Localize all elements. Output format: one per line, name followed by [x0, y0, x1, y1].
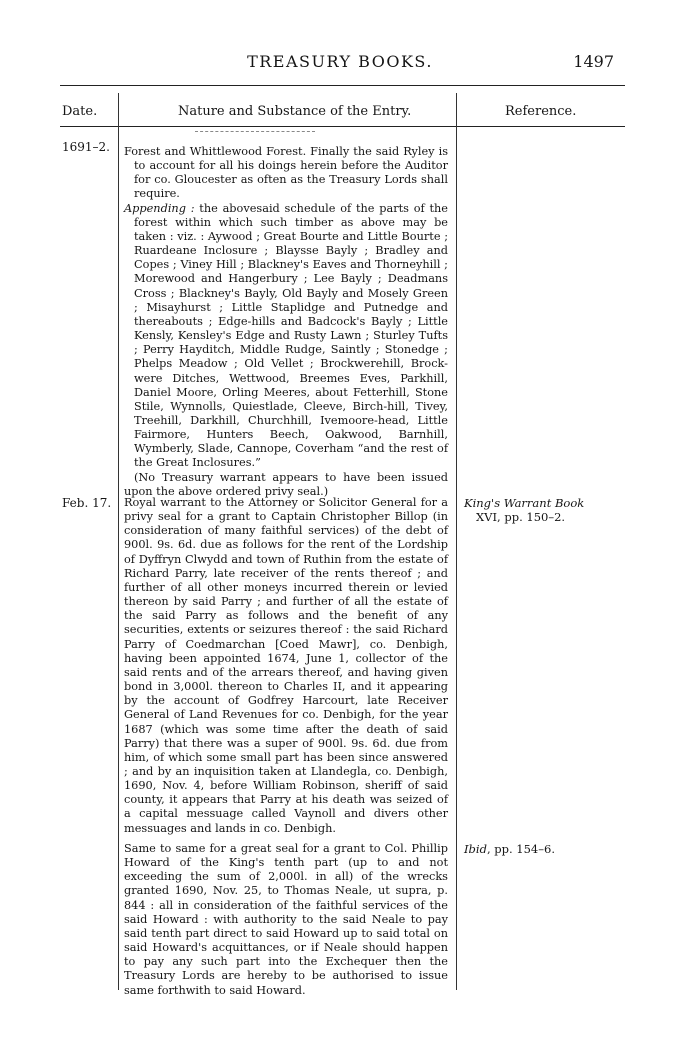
entry-text [124, 145, 448, 499]
entry-paragraph: Same to same for a great seal for a grant to Col. Phillip Howard of the King's tenth part (up to and not exceeding the sum of 2,000l. in all) of the wrecks granted 1690, Nov. 25, to Thomas Neale, ut supra, p. 844 : all in consideration of the faithful services of the said Howard : with authority to the said Neale to pay said tenth part direct to said Howard up to said total on said Howard's acquittances, or if Neale should happen to pay any such part into the Exchequer then the Treasury Lords are hereby to be authorised to issue same forthwith to said Howard. [124, 842, 448, 997]
entry-paragraph: Royal warrant to the Attorney or Solicitor General for a privy seal for a grant to Captain Christopher Billop (in consideration of many faithful services) of the debt of 900l. 9s. 6d. due as follows for the rent of the Lordship of Dyffryn Clwydd and town of Ruthin from the estate of Richard Parry, late receiver of the rents thereof ; and further of all other moneys incurred therein or levied thereon by said Parry ; and further of all the estate of the said Parry as follows and the benefit of any securities, extents or seizures thereof : the said Richard Parry of Coedmarchan [Coed Mawr], co. Denbigh, having been appointed 1674, June 1, collector of the said rents and of the arrears thereof, and having given bond in 3,000l. thereon to Charles II, and it appearing by the account of Godfrey Harcourt, late Receiver General of Land Revenues for co. Denbigh, for the year 1687 (which was some time after the death of said Parry) that there was a super of 900l. 9s. 6d. due from him, of which some small part has been since answered ; and by an inquisition taken at Llandegla, co. Denbigh, 1690, Nov. 4, before William Robinson, sheriff of said county, it appears that Parry at his death was seized of a capital messuage called Vaynoll and divers other messuages and lands in co. Denbigh. [124, 496, 448, 835]
column-header-rule [60, 126, 625, 127]
page-number: 1497 [573, 52, 614, 71]
column-divider-left [118, 93, 119, 990]
page-title: TREASURY BOOKS. [247, 52, 433, 71]
column-divider-right [456, 93, 457, 990]
entry-date: Feb. 17. [62, 496, 112, 510]
appending-paragraph [124, 202, 448, 471]
header-rule [60, 85, 625, 86]
reference-source: King's Warrant Book [464, 496, 585, 510]
continuation-rule [195, 131, 315, 132]
entry-note: (No Treasury warrant appears to have been issued upon the above ordered privy seal.) [124, 470, 448, 498]
reference-pages: XVI, pp. 150–2. [476, 510, 566, 525]
reference-line-1 [464, 496, 624, 510]
entry-reference [464, 842, 624, 856]
appending-label: Appending : [124, 201, 195, 215]
column-header-date: Date. [62, 104, 98, 119]
appending-text: the abovesaid schedule of the parts of the forest within which such timber as above may be taken : viz. : Aywood ; Great Bourte and Little Bourte ; Ruardeane Inclosure ; Blaysse Bayly ; Bradley and Copes ; Viney Hill ; Blackney's Eaves and Thorneyhill ; Morewood and Hangerbury ; Lee Bayly ; Deadmans Cross ; Blackney's Bayly, Old Bayly and Mosely Green ; Misayhurst ; Little Staplidge and Putnedge and thereabouts ; Edge-hills and Badcock's Bayly ; Little Kensly, Kensley's Edge and Rusty Lawn ; Sturley Tufts ; Perry Hayditch, Middle Rudge, Saintly ; Stonedge ; Phelps Meadow ; Old Vellet ; Brockwerehill, Brock-were Ditches, Wettwood, Breemes Eves, Parkhill, Daniel Moore, Orling Meeres, about Fetterhill, Stone Stile, Wynnolls, Quiestlade, Cleeve, Birch-hill, Tivey, Treehill, Darkhill, Churchhill, Ivemoore-head, Little Fairmore, Hunters Beech, Oakwood, Barnhill, Wymberly, Slade, Cannope, Coverham “and the rest of the Great Inclosures.” [134, 201, 448, 470]
entry-paragraph: Forest and Whittlewood Forest. Finally the said Ryley is to account for all his doings herein before the Auditor for co. Gloucester as often as the Treasury Lords shall require. [124, 145, 448, 201]
reference-line-2 [464, 510, 624, 524]
entry-date: 1691–2. [62, 140, 110, 154]
column-header-nature: Nature and Substance of the Entry. [178, 104, 412, 119]
running-head [60, 52, 620, 76]
entry-text [124, 496, 448, 836]
column-header-reference: Reference. [505, 104, 577, 119]
reference-source: Ibid [464, 842, 487, 856]
entry-reference [464, 496, 624, 524]
reference-pages: , pp. 154–6. [486, 842, 555, 856]
entry-text [124, 842, 448, 998]
